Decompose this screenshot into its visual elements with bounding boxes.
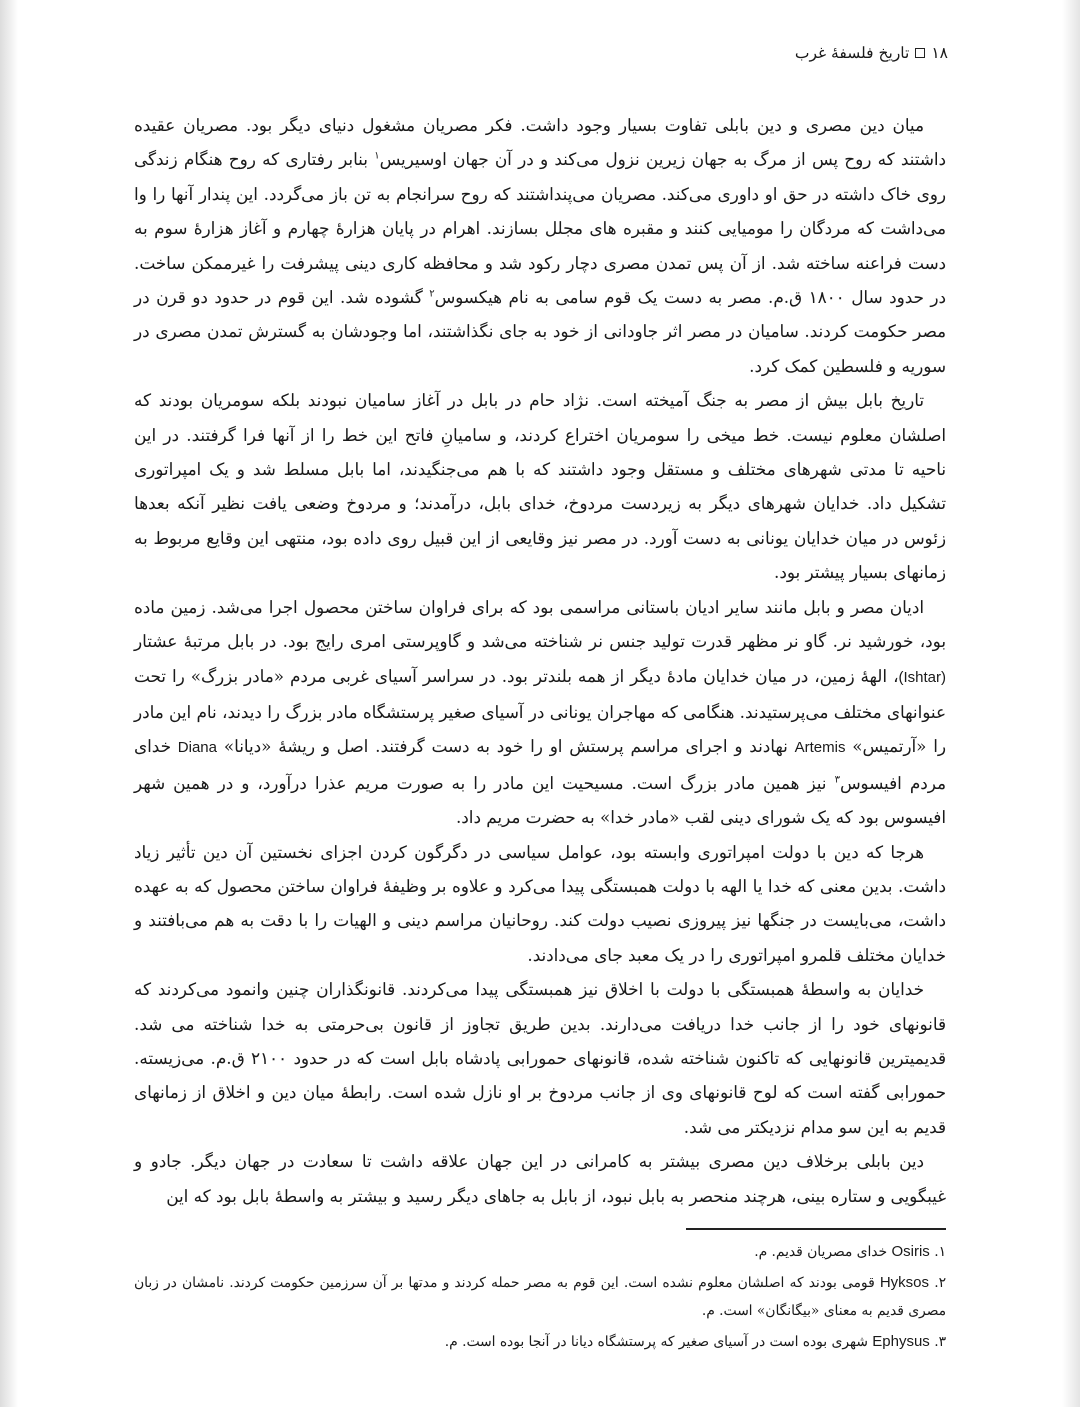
running-header — [795, 44, 948, 62]
paragraph-text: نیز همین مادر بزرگ است. مسیحیت این مادر را به صورت مریم عذرا درآورد، و در همین شهر افیسوس بود که یک شورای دینی لقب «مادر خدا» به حضرت مریم داد. — [134, 772, 946, 828]
footnote-2 — [134, 1269, 946, 1325]
term-artemis: Artemis — [794, 739, 846, 757]
footnote-text: خدای مصریان قدیم. م. — [754, 1244, 892, 1260]
footnotes — [134, 1238, 946, 1359]
footnote-ref-3: ۳ — [834, 774, 840, 786]
term-ishtar: (Ishtar) — [898, 668, 946, 686]
paragraph-text: میان دین مصری و دین بابلی تفاوت بسیار وجود داشت. فکر مصریان مشغول دنیای دیگر بود. مصریان عقیده داشتند که روح پس از مرگ به جهان زیرین نزول می‌کند و در آن جهان اوسیریس — [134, 115, 946, 170]
footnote-number: ۱. — [934, 1244, 946, 1260]
footnote-3 — [134, 1328, 946, 1356]
book-title: تاریخ فلسفهٔ غرب — [794, 44, 910, 62]
footnote-number: ۳. — [934, 1334, 946, 1350]
page-edge-shadow-right — [1062, 0, 1080, 1407]
header-separator-box — [915, 48, 925, 58]
footnote-text: شهری بوده است در آسیای صغیر که پرستشگاه دیانا در آنجا بوده است. م. — [444, 1334, 873, 1350]
paragraph-gods-and-law: خدایان به واسطهٔ همبستگی با دولت با اخلاق نیز همبستگی پیدا می‌کردند. قانونگذاران چنین وانمود می‌کردند که قانونهای خود را از جانب خدا دریافت می‌دارند. بدین طریق تجاوز از قانون بی‌حرمتی به خدا شناخته می شد. قدیمیترین قانونهایی که تاکنون شناخته شده، قانونهای حمورابی پادشاه بابل است که در حدود ۲۱۰۰ ق.م. می‌زیسته. حمورابی گفته است که لوح قانونهای وی از جانب مردوخ بر او نازل شده است. رابطهٔ میان دین و اخلاق از زمانهای قدیم به این سو مدام نزدیکتر می شد. — [134, 979, 946, 1137]
term-diana: Diana — [177, 739, 217, 757]
paragraph-mother-goddess — [134, 590, 946, 835]
footnote-term: Ephysus — [872, 1333, 930, 1350]
footnote-number: ۲. — [934, 1275, 946, 1291]
paragraph-text: بنابر رفتاری که روح هنگام زندگی روی خاک داشته در حق او داوری می‌کند. مصریان می‌پنداشتند که روح سرانجام به تن باز می‌گردد. این پندار آنها را وا می‌داشت که مردگان را مومیایی کنند و مقبره های مجلل بسازند. اهرام در پایان هزارهٔ چهارم و آغاز هزارهٔ سوم به دست فراعنه ساخته شد. از آن پس تمدن مصری دچار رکود شد و محافظه کاری دینی پیشرفت را غیرممکن ساخت. در حدود سال ۱۸۰۰ ق.م. مصر به دست یک قوم سامی به نام هیکسوس — [134, 149, 947, 308]
footnote-ref-2: ۲ — [429, 288, 435, 300]
paragraph-text: ادیان مصر و بابل مانند سایر ادیان باستانی مراسمی بود که برای فراوان ساختن محصول اجرا می‌شد. زمین ماده بود، خورشید نر. گاو نر مظهر قدرت تولید جنس نر شناخته می‌شد و گاوپرستی امری رایج بود. در بابل مرتبهٔ عشتار — [134, 596, 946, 652]
footnote-1 — [134, 1238, 946, 1266]
footnote-ref-1: ۱ — [374, 150, 380, 162]
page-edge-shadow-left — [0, 0, 18, 1407]
footnote-term: Osiris — [891, 1243, 930, 1260]
paragraph-egypt-religion — [134, 108, 946, 383]
paragraph-babylon-history: تاریخ بابل بیش از مصر به جنگ آمیخته است. نژاد حام در بابل در آغاز سامیان نبودند بلکه سومریان بودند که اصلشان معلوم نیست. خط میخی را سومریان اختراع کردند، و سامیانِ فاتح این خط را از آنها فرا گرفتند. در این ناحیه تا مدتی شهرهای مختلف و مستقل وجود داشتند که با هم می‌جنگیدند، اما بابل مسلط شد و یک امپراتوری تشکیل داد. خدایان شهرهای دیگر به زیردست مردوخ، خدای بابل، درآمدند؛ و مردوخ وضعی یافت نظیر آنکه بعدها زئوس در میان خدایان یونانی به دست آورد. در مصر نیز وقایعی از این قبیل روی داده بود، منتهی این وقایع مربوط به زمانهای بسیار پیشتر بود. — [134, 390, 946, 583]
paragraph-text: خدای مردم افیسوس — [134, 736, 946, 793]
body-text — [134, 108, 946, 1213]
footnote-divider — [686, 1228, 946, 1230]
paragraph-text: نهادند و اجرای مراسم پرستش او را خود به دست گرفتند. اصل و ریشهٔ «دیانا» — [217, 736, 795, 757]
footnote-term: Hyksos — [879, 1274, 930, 1291]
paragraph-babylon-magic: دین بابلی برخلاف دین مصری بیشتر به کامرانی در این جهان علاقه داشت تا سعادت در جهان دیگر. جادو و غیبگویی و ستاره بینی، هرچند منحصر به بابل نبود، از بابل به جاهای دیگر رسید و بیشتر به واسطهٔ بابل بود که این — [134, 1151, 946, 1206]
paragraph-text: گشوده شد. این قوم در حدود دو قرن در مصر حکومت کردند. سامیان در مصر اثر جاودانی از خود به جای نگذاشتند، اما وجودشان به گسترش تمدن مصری در سوریه و فلسطین کمک کرد. — [134, 287, 946, 376]
footnote-text: قومی بودند که اصلشان معلوم نشده است. این قوم به مصر حمله کردند و مدتها بر آن سرزمین حکومت کردند. نامشان در زبان مصری قدیم به معنای «بیگانگان» است. م. — [134, 1275, 946, 1319]
page-number: ۱۸ — [931, 44, 948, 62]
paragraph-state-religion: هرجا که دین با دولت امپراتوری وابسته بود، عوامل سیاسی در دگرگون کردن اجزای نخستین آن دین تأثیر زیاد داشت. بدین معنی که خدا یا الهه با دولت همبستگی پیدا می‌کرد و علاوه بر وظیفهٔ فراوان ساختن محصول که به عهده داشت، می‌بایست در جنگها نیز پیروزی نصیب دولت کند. روحانیان مراسم دینی و الهیات را با دقت به هم می‌بافتند و خدایان مختلف قلمرو امپراتوری را در یک معبد جای می‌دادند. — [134, 841, 946, 965]
paragraph-text: ، الههٔ زمین، در میان خدایان مادهٔ دیگر از همه بلندتر بود. در سراسر آسیای غربی مردم «مادر بزرگ» را تحت عنوانهای مختلف می‌پرستیدند. هنگامی که مهاجران یونانی در آسیای صغیر پرستشگاه مادر بزرگ را دیدند، نام این مادر را «آرتمیس» — [134, 665, 946, 757]
